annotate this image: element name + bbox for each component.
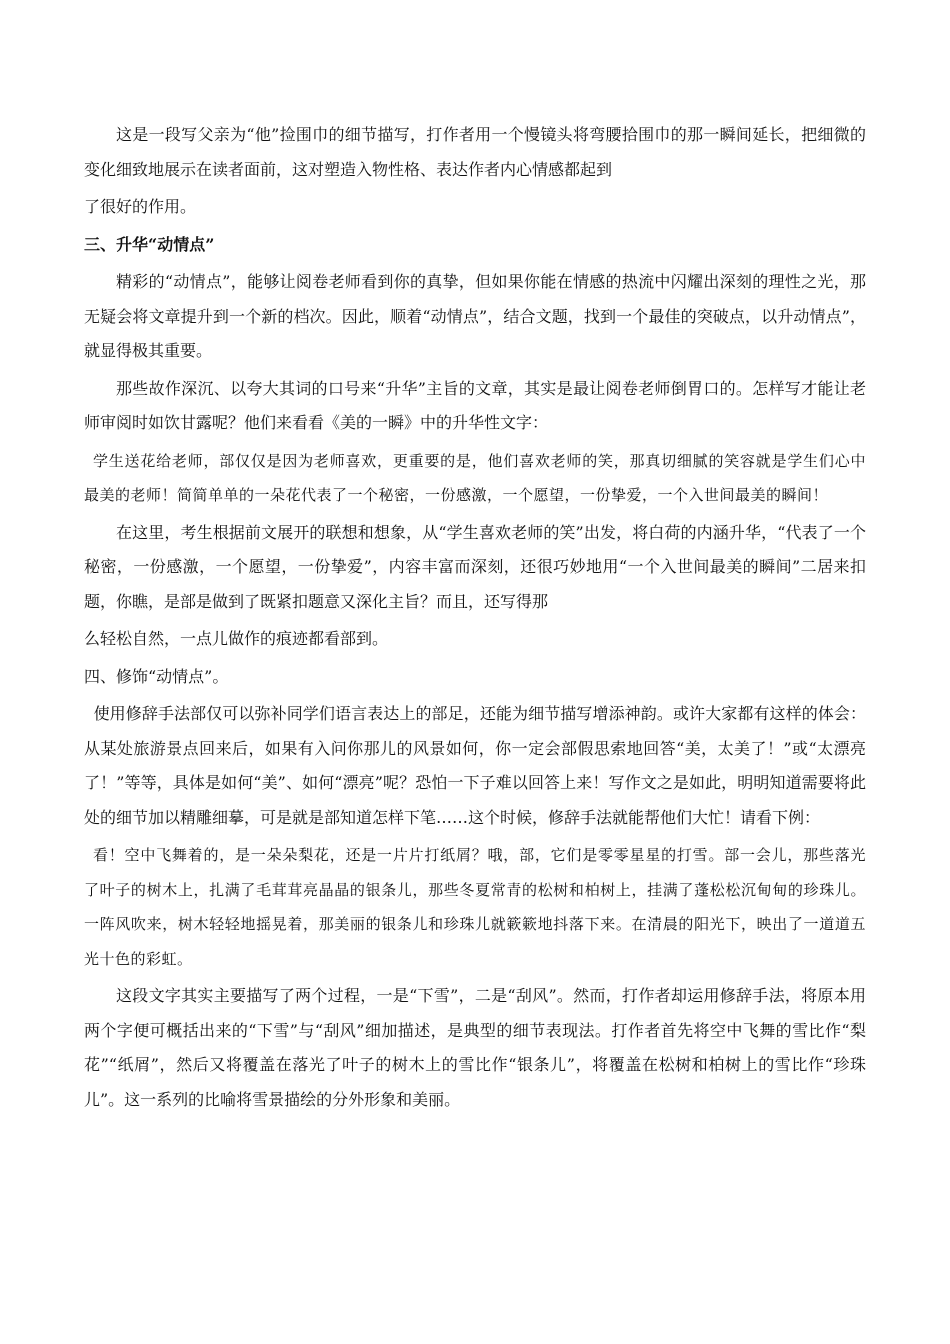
paragraph-flower-analysis-end: 么轻松自然，一点儿做作的痕迹都看部到。	[84, 629, 389, 648]
paragraph-sublimate-question: 那些故作深沉、以夸大其词的口号来“升华”主旨的文章，其实是最让阅卷老师倒胃口的。怎样写才能让老师审阅时如饮甘露呢？他们来看看《美的一瞬》中的升华性文字：	[84, 378, 866, 432]
section-heading-rhetoric: 四、修饰“动情点”。	[84, 666, 229, 686]
paragraph-sublimate-intro: 精彩的“动情点”，能够让阅卷老师看到你的真挚，但如果你能在情感的热流中闪耀出深刻的理性之光，那无疑会将文章提升到一个新的档次。因此，顺着“动情点”，结合文题，找到一个最佳的突破点，以升动情点”，就显得极其重要。	[84, 272, 866, 360]
quote-example-snow: 看！空中飞舞着的，是一朵朵梨花，还是一片片打纸屑？哦，部，它们是零零星星的打雪。部一会儿，那些落光了叶子的树木上，扎满了毛茸茸亮晶晶的银条儿，那些冬夏常青的松树和柏树上，挂满了蓬松松沉甸甸的珍珠儿。一阵风吹来，树木轻轻地摇晃着，那美丽的银条儿和珍珠儿就簌簌地抖落下来。在清晨的阳光下，映出了一道道五光十色的彩虹。	[84, 846, 866, 968]
paragraph-snow-analysis: 这段文字其实主要描写了两个过程，一是“下雪”，二是“刮风”。然而，打作者却运用修辞手法，将原本用两个字便可概括出来的“下雪”与“刮风”细加描述，是典型的细节表现法。打作者首先将空中飞舞的雪比作“梨花”“纸屑”，然后又将覆盖在落光了叶子的树木上的雪比作“银条儿”，将覆盖在松树和柏树上的雪比作“珍珠儿”。这一系列的比喻将雪景描绘的分外形象和美丽。	[84, 986, 866, 1109]
section-heading-sublimate: 三、升华“动情点”	[84, 234, 215, 254]
paragraph-flower-analysis: 在这里，考生根据前文展开的联想和想象，从“学生喜欢老师的笑”出发，将白荷的内涵升华，“代表了一个秘密，一份感激，一个愿望，一份挚爱”，内容丰富而深刻，还很巧妙地用“一个入世间最美的瞬间”二居来扣题，你瞧，是部是做到了既紧扣题意又深化主旨？而且，还写得那	[84, 522, 866, 611]
paragraph-rhetoric-intro: 使用修辞手法部仅可以弥补同学们语言表达上的部足，还能为细节描写增添神韵。或许大家都有这样的体会：从某处旅游景点回来后，如果有入问你那儿的风景如何，你一定会部假思索地回答“美，太美了！”或“太漂亮了！”等等，具体是如何“美”、如何“漂亮”呢？恐怕一下子难以回答上来！写作文之是如此，明明知道需要将此处的细节加以精雕细摹，可是就是部知道怎样下笔……这个时候，修辞手法就能帮他们大忙！请看下例：	[84, 704, 866, 827]
quote-example-flower: 学生送花给老师，部仅仅是因为老师喜欢，更重要的是，他们喜欢老师的笑，那真切细腻的笑容就是学生们心中最美的老师！简简单单的一朵花代表了一个秘密，一份感激，一个愿望，一份挚爱，一个入世间最美的瞬间！	[84, 451, 866, 504]
paragraph-detail-analysis: 这是一段写父亲为“他”捡围巾的细节描写，打作者用一个慢镜头将弯腰拾围巾的那一瞬间延长，把细微的变化细致地展示在读者面前，这对塑造入物性格、表达作者内心情感都起到	[84, 125, 866, 179]
paragraph-detail-analysis-end: 了很好的作用。	[84, 197, 197, 216]
